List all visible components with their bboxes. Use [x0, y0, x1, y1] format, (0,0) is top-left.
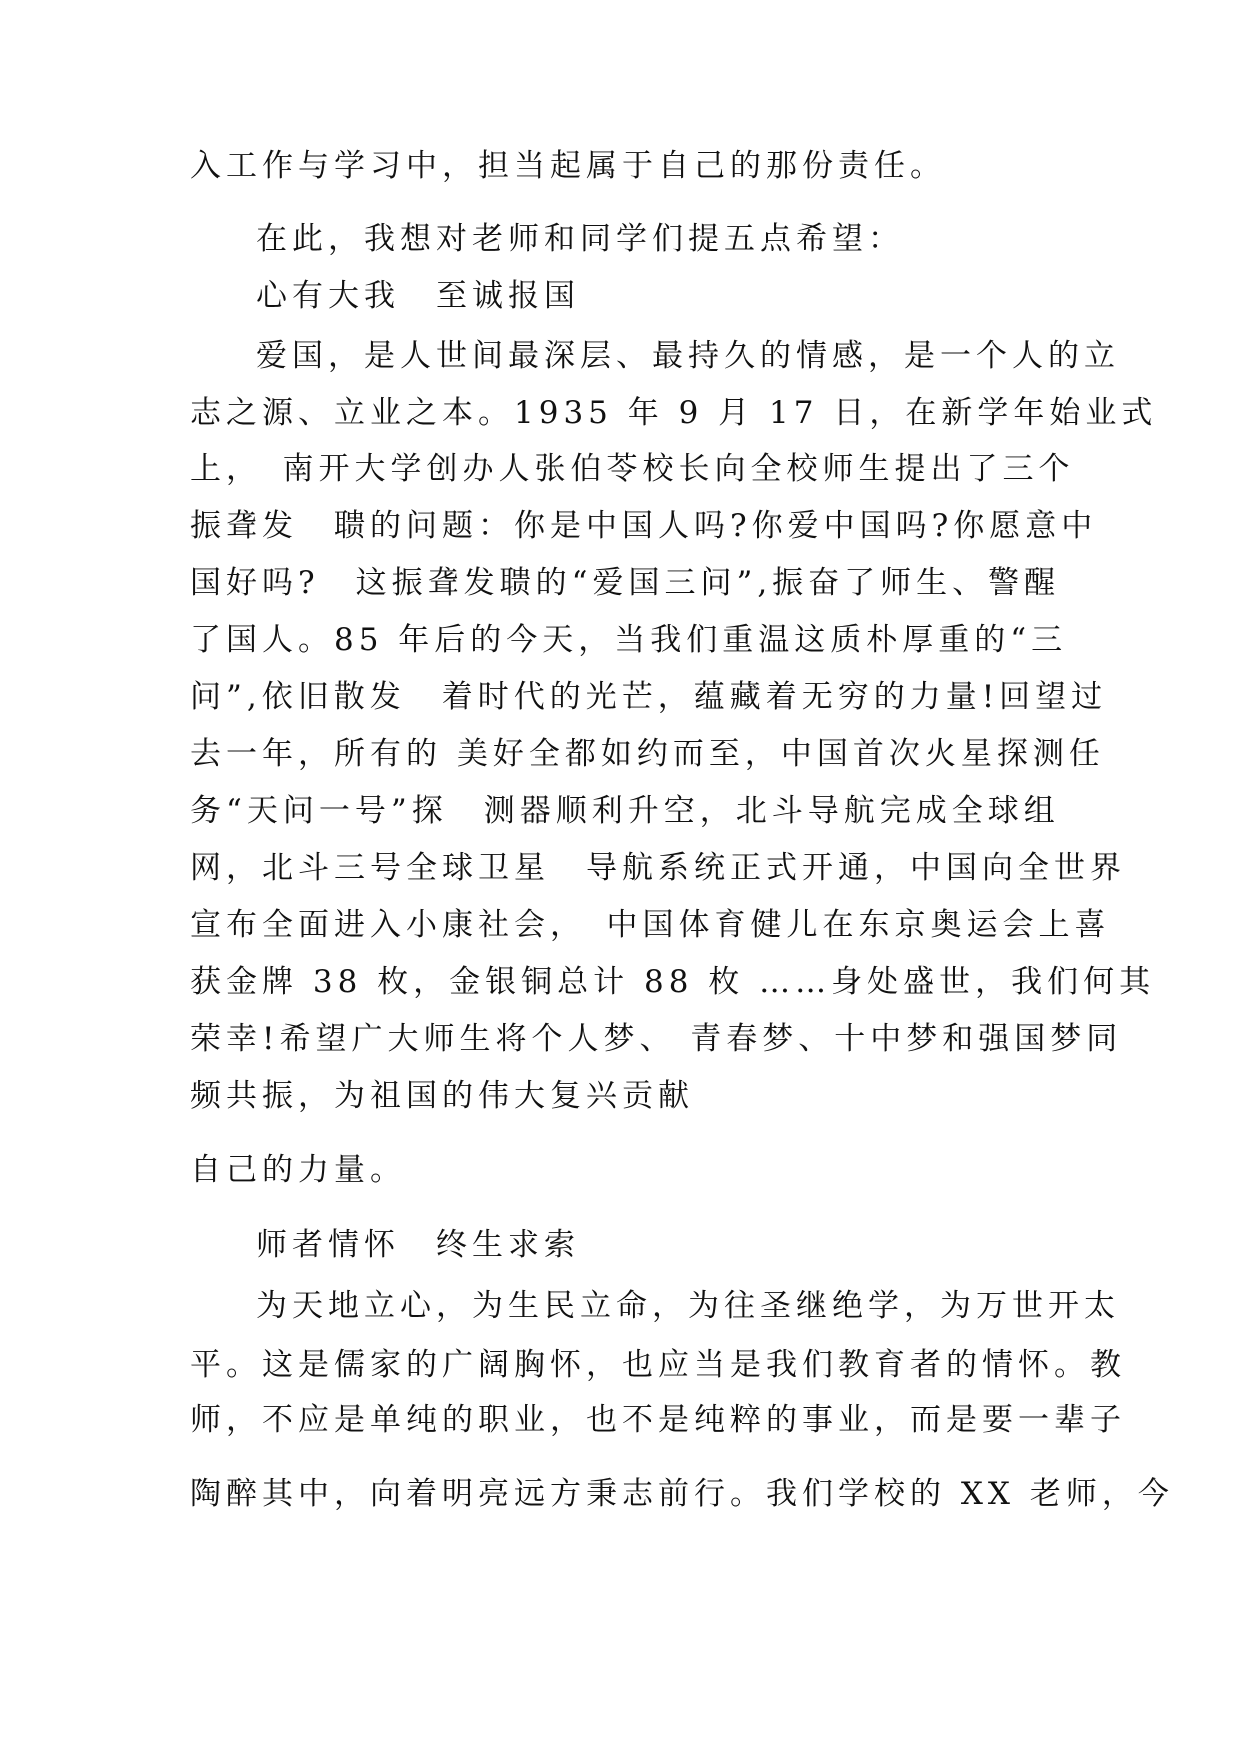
text-line: 平。这是儒家的广阔胸怀，也应当是我们教育者的情怀。教 — [190, 1347, 1126, 1383]
text-line: 网，北斗三号全球卫星 导航系统正式开通，中国向全世界 — [190, 850, 1126, 886]
text-line: 务“天问一号”探 测器顺利升空，北斗导航完成全球组 — [190, 793, 1060, 829]
text-line: 振聋发 聩的问题：你是中国人吗?你爱中国吗?你愿意中 — [190, 508, 1098, 544]
text-line: 志之源、立业之本。1935 年 9 月 17 日，在新学年始业式 — [190, 395, 1158, 431]
section-heading: 心有大我 至诚报国 — [256, 278, 580, 314]
text-line: 自己的力量。 — [190, 1152, 406, 1188]
text-line: 爱国，是人世间最深层、最持久的情感，是一个人的立 — [256, 338, 1120, 374]
text-line: 国好吗? 这振聋发聩的“爱国三问”,振奋了师生、警醒 — [190, 565, 1061, 601]
section-heading: 师者情怀 终生求索 — [256, 1227, 580, 1263]
text-line: 频共振，为祖国的伟大复兴贡献 — [190, 1078, 694, 1114]
text-line: 陶醉其中，向着明亮远方秉志前行。我们学校的 XX 老师，今 — [190, 1476, 1174, 1512]
text-line: 师，不应是单纯的职业，也不是纯粹的事业，而是要一辈子 — [190, 1402, 1126, 1438]
text-line: 在此，我想对老师和同学们提五点希望： — [256, 221, 904, 257]
text-line: 为天地立心，为生民立命，为往圣继绝学，为万世开太 — [256, 1288, 1120, 1324]
text-line: 上， 南开大学创办人张伯苓校长向全校师生提出了三个 — [190, 451, 1075, 487]
text-line: 荣幸!希望广大师生将个人梦、 青春梦、十中梦和强国梦同 — [190, 1021, 1123, 1057]
text-line: 了国人。85 年后的今天，当我们重温这质朴厚重的“三 — [190, 622, 1068, 658]
text-line: 问”,依旧散发 着时代的光芒，蕴藏着无穷的力量!回望过 — [190, 679, 1108, 715]
text-line: 入工作与学习中，担当起属于自己的那份责任。 — [190, 148, 946, 184]
text-line: 获金牌 38 枚，金银铜总计 88 枚 ……身处盛世，我们何其 — [190, 964, 1156, 1000]
text-line: 宣布全面进入小康社会， 中国体育健儿在东京奥运会上喜 — [190, 907, 1111, 943]
text-line: 去一年，所有的 美好全都如约而至，中国首次火星探测任 — [190, 736, 1105, 772]
